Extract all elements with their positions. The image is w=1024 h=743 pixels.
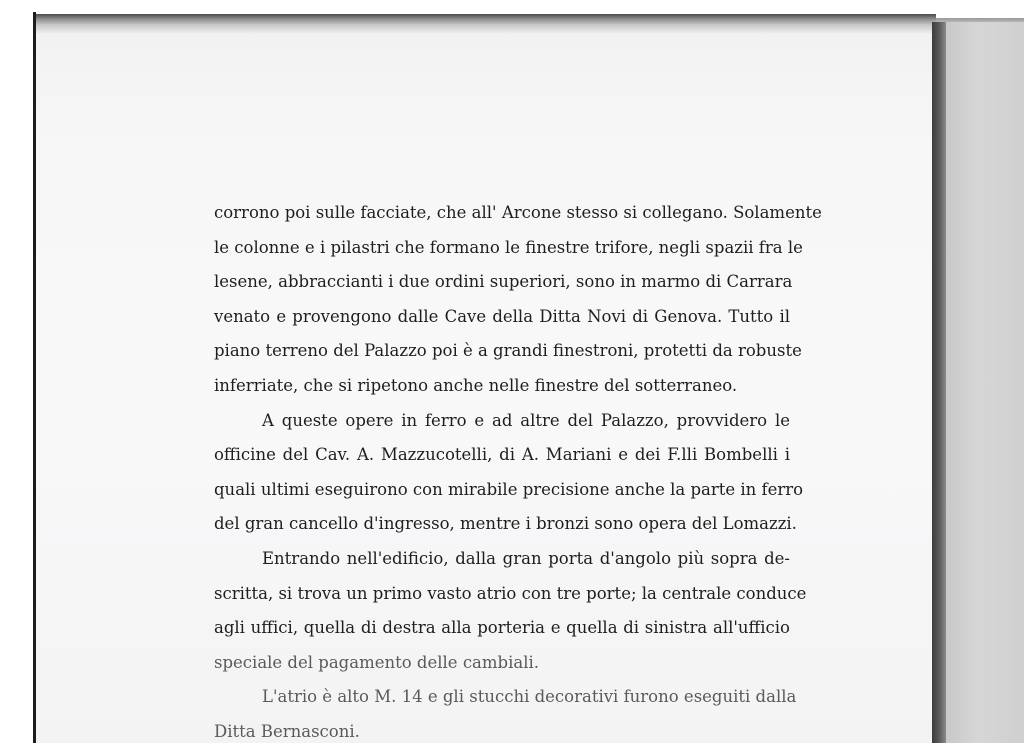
text-line: quali ultimi eseguirono con mirabile precisione anche la parte in ferro	[214, 479, 804, 499]
body-text	[214, 196, 822, 743]
text-line: lesene, abbraccianti i due ordini superiori, sono in marmo di Carrara	[214, 272, 793, 292]
text-line: le colonne e i pilastri che formano le finestre trifore, negli spazii fra le	[214, 237, 803, 257]
text-line: venato e provengono dalle Cave della Ditta Novi di Genova. Tutto il	[214, 306, 790, 326]
text-line: speciale del pagamento delle cambiali.	[214, 652, 540, 672]
text-line: officine del Cav. A. Mazzucotelli, di A. Mariani e dei F.lli Bombelli i	[214, 445, 790, 465]
text-line: inferriate, che si ripetono anche nelle finestre del sotterraneo.	[214, 375, 738, 395]
text-line: Ditta Bernasconi.	[214, 721, 360, 741]
paragraph-start-line: Entrando nell'edificio, dalla gran porta d'angolo più sopra de-	[262, 548, 790, 568]
paragraph-start-line: A queste opere in ferro e ad altre del Palazzo, provvidero le	[262, 410, 790, 430]
text-line: agli uffici, quella di destra alla porteria e quella di sinistra all'ufficio	[214, 618, 790, 638]
text-line: del gran cancello d'ingresso, mentre i bronzi sono opera del Lomazzi.	[214, 514, 797, 534]
text-line: piano terreno del Palazzo poi è a grandi finestroni, protetti da robuste	[214, 341, 802, 361]
adjacent-page	[946, 22, 1024, 743]
paragraph-start-line: L'atrio è alto M. 14 e gli stucchi decorativi furono eseguiti dalla	[262, 687, 797, 707]
page-top-shadow	[36, 14, 936, 34]
text-line: corrono poi sulle facciate, che all' Arcone stesso si collegano. Solamente	[214, 203, 822, 222]
text-line: scritta, si trova un primo vasto atrio con tre porte; la centrale conduce	[214, 583, 807, 603]
book-gutter	[932, 22, 946, 743]
